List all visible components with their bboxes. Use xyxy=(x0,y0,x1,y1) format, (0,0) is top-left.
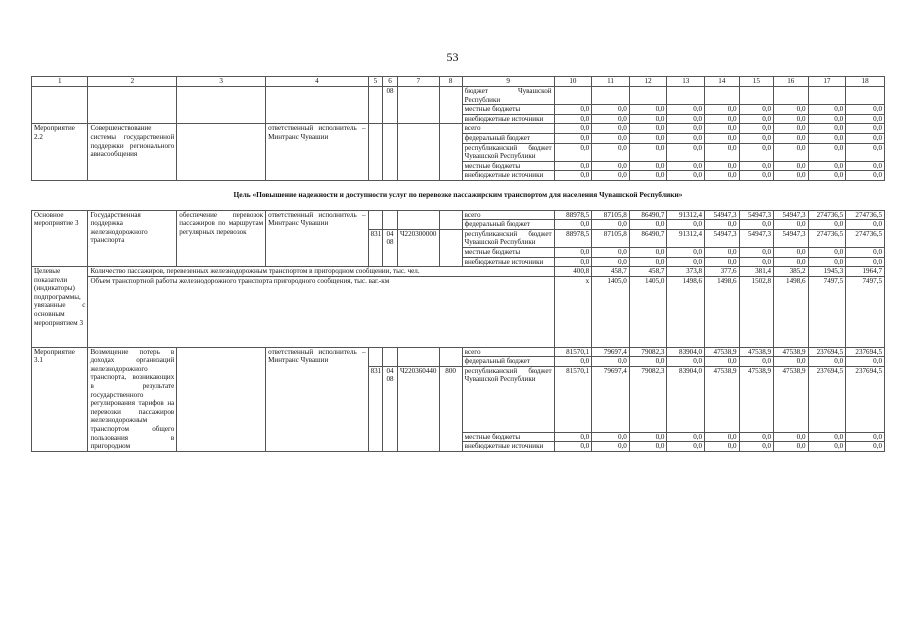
value-cell: 0,0 xyxy=(554,220,592,230)
value-cell: 0,0 xyxy=(739,143,773,161)
value-cell: 0,0 xyxy=(846,442,885,452)
value-cell: 0,0 xyxy=(667,357,705,367)
value-cell: 0,0 xyxy=(592,161,630,171)
source-cell: местные бюджеты xyxy=(462,161,554,171)
table-row xyxy=(32,347,885,357)
value-cell: 0,0 xyxy=(592,357,630,367)
value-cell: 373,8 xyxy=(667,267,705,277)
value-cell: 0,0 xyxy=(629,105,667,115)
source-cell: внебюджетные источники xyxy=(462,257,554,267)
source-cell: бюджет Чувашской Республики xyxy=(462,87,554,105)
vr-cell xyxy=(439,229,462,266)
value-cell: 0,0 xyxy=(808,247,846,257)
value-cell: 0,0 xyxy=(808,442,846,452)
value-cell: 0,0 xyxy=(667,114,705,124)
value-cell: 0,0 xyxy=(667,124,705,134)
value-cell xyxy=(846,87,885,105)
status-cell: Основное мероприятие 3 xyxy=(32,210,88,267)
value-cell: 0,0 xyxy=(739,161,773,171)
value-cell: 86490,7 xyxy=(629,229,667,247)
value-cell: 1945,3 xyxy=(808,267,846,277)
value-cell: 0,0 xyxy=(667,220,705,230)
value-cell: 0,0 xyxy=(739,442,773,452)
source-cell: внебюджетные источники xyxy=(462,114,554,124)
source-cell: федеральный бюджет xyxy=(462,133,554,143)
value-cell: 0,0 xyxy=(774,257,808,267)
value-cell: 237694,5 xyxy=(808,366,846,432)
value-cell: 47538,9 xyxy=(705,347,739,357)
value-cell: 0,0 xyxy=(739,114,773,124)
value-cell: 0,0 xyxy=(592,220,630,230)
value-cell: 0,0 xyxy=(592,432,630,442)
value-cell: 1502,8 xyxy=(739,276,773,347)
value-cell: 0,0 xyxy=(554,171,592,181)
status-cell: Мероприятие 2.2 xyxy=(32,124,88,181)
value-cell: 0,0 xyxy=(846,124,885,134)
value-cell: 0,0 xyxy=(808,124,846,134)
value-cell: 0,0 xyxy=(739,247,773,257)
value-cell: 0,0 xyxy=(629,357,667,367)
value-cell: 1405,0 xyxy=(592,276,630,347)
name-cell: Возмещение потерь в доходах организаций железнодорожного транспорта, возникающих в результате государственного регулирования тарифов на перевозки пассажиров железнодорожным транспортом общего пользования в пригородном xyxy=(88,347,177,451)
value-cell: 0,0 xyxy=(705,114,739,124)
rz-cell xyxy=(383,210,398,229)
budget-table xyxy=(31,76,885,452)
vr-cell xyxy=(439,87,462,124)
source-cell: внебюджетные источники xyxy=(462,442,554,452)
status-cell xyxy=(32,87,88,124)
value-cell: 0,0 xyxy=(774,357,808,367)
value-cell: 274736,5 xyxy=(808,210,846,220)
value-cell: 0,0 xyxy=(739,133,773,143)
csr-cell xyxy=(397,210,439,229)
value-cell: 0,0 xyxy=(629,220,667,230)
name-cell: Государственная поддержка железнодорожного транспорта xyxy=(88,210,177,267)
value-cell: x xyxy=(554,276,592,347)
value-cell: 0,0 xyxy=(774,432,808,442)
value-cell: 0,0 xyxy=(554,114,592,124)
value-cell: 79697,4 xyxy=(592,347,630,357)
grbs-cell xyxy=(368,347,383,366)
column-number: 1 xyxy=(32,77,88,87)
source-cell: республиканский бюджет Чувашской Республики xyxy=(462,229,554,247)
value-cell: 0,0 xyxy=(705,357,739,367)
value-cell: 0,0 xyxy=(808,114,846,124)
source-cell: всего xyxy=(462,210,554,220)
value-cell: 54947,3 xyxy=(774,229,808,247)
value-cell: 0,0 xyxy=(667,432,705,442)
column-number: 13 xyxy=(667,77,705,87)
value-cell: 54947,3 xyxy=(739,229,773,247)
goal-link-cell: обеспечение перевозок пассажиров по маршрутам регулярных перевозок xyxy=(177,210,266,267)
value-cell: 458,7 xyxy=(629,267,667,277)
executor-cell: ответственный исполнитель – Минтранс Чувашии xyxy=(266,124,368,181)
value-cell: 54947,3 xyxy=(705,229,739,247)
value-cell: 0,0 xyxy=(592,143,630,161)
value-cell xyxy=(629,87,667,105)
goal-link-cell xyxy=(177,124,266,181)
executor-cell xyxy=(266,87,368,124)
value-cell xyxy=(808,87,846,105)
value-cell: 0,0 xyxy=(667,442,705,452)
value-cell: 91312,4 xyxy=(667,210,705,220)
value-cell: 274736,5 xyxy=(846,229,885,247)
indicator-row xyxy=(32,276,885,347)
value-cell: 0,0 xyxy=(808,133,846,143)
value-cell: 79082,3 xyxy=(629,347,667,357)
vr-cell xyxy=(439,347,462,366)
indicators-label: Целевые показатели (индикаторы) подпрограммы, увязанные с основным мероприятием 3 xyxy=(32,267,88,348)
source-cell: федеральный бюджет xyxy=(462,220,554,230)
value-cell: 237694,5 xyxy=(846,347,885,357)
value-cell: 0,0 xyxy=(554,124,592,134)
value-cell: 83904,0 xyxy=(667,366,705,432)
value-cell: 0,0 xyxy=(808,171,846,181)
value-cell: 47538,9 xyxy=(774,366,808,432)
value-cell: 0,0 xyxy=(705,161,739,171)
status-cell: Мероприятие 3.1 xyxy=(32,347,88,451)
column-number: 4 xyxy=(266,77,368,87)
column-number: 7 xyxy=(397,77,439,87)
value-cell: 81570,1 xyxy=(554,347,592,357)
value-cell: 0,0 xyxy=(808,257,846,267)
value-cell xyxy=(667,87,705,105)
value-cell: 0,0 xyxy=(592,171,630,181)
value-cell: 79697,4 xyxy=(592,366,630,432)
grbs-cell: 831 xyxy=(368,229,383,266)
column-number: 15 xyxy=(739,77,773,87)
value-cell: 81570,1 xyxy=(554,366,592,432)
value-cell xyxy=(592,87,630,105)
value-cell: 0,0 xyxy=(739,105,773,115)
value-cell: 0,0 xyxy=(774,143,808,161)
value-cell: 0,0 xyxy=(554,247,592,257)
value-cell: 0,0 xyxy=(705,247,739,257)
value-cell: 0,0 xyxy=(592,114,630,124)
source-cell: местные бюджеты xyxy=(462,432,554,442)
value-cell: 0,0 xyxy=(629,442,667,452)
column-number: 11 xyxy=(592,77,630,87)
source-cell: местные бюджеты xyxy=(462,247,554,257)
rz-cell xyxy=(383,124,398,181)
value-cell: 0,0 xyxy=(774,171,808,181)
value-cell: 86490,7 xyxy=(629,210,667,220)
value-cell: 0,0 xyxy=(554,161,592,171)
value-cell: 1498,6 xyxy=(705,276,739,347)
grbs-cell xyxy=(368,87,383,124)
value-cell: 0,0 xyxy=(774,442,808,452)
value-cell: 88978,5 xyxy=(554,210,592,220)
value-cell: 385,2 xyxy=(774,267,808,277)
value-cell: 87105,8 xyxy=(592,210,630,220)
value-cell: 237694,5 xyxy=(808,347,846,357)
value-cell: 0,0 xyxy=(774,247,808,257)
source-cell: всего xyxy=(462,347,554,357)
value-cell: 0,0 xyxy=(846,133,885,143)
value-cell: 0,0 xyxy=(667,105,705,115)
value-cell: 400,8 xyxy=(554,267,592,277)
value-cell: 0,0 xyxy=(592,124,630,134)
value-cell: 47538,9 xyxy=(774,347,808,357)
grbs-cell: 831 xyxy=(368,366,383,451)
value-cell: 0,0 xyxy=(846,114,885,124)
value-cell: 0,0 xyxy=(846,247,885,257)
csr-cell xyxy=(397,87,439,124)
value-cell: 0,0 xyxy=(554,143,592,161)
source-cell: федеральный бюджет xyxy=(462,357,554,367)
value-cell: 274736,5 xyxy=(808,229,846,247)
rz-cell: 04 08 xyxy=(383,366,398,451)
column-number: 10 xyxy=(554,77,592,87)
source-cell: республиканский бюджет Чувашской Республики xyxy=(462,366,554,432)
goal-heading: Цель «Повышение надежности и доступности услуг по перевозке пассажирским транспортом для населения Чувашской Республики» xyxy=(32,180,885,210)
value-cell: 88978,5 xyxy=(554,229,592,247)
value-cell: 0,0 xyxy=(846,257,885,267)
csr-cell: Ч220360440 xyxy=(397,366,439,451)
value-cell: 0,0 xyxy=(554,133,592,143)
value-cell: 237694,5 xyxy=(846,366,885,432)
value-cell: 458,7 xyxy=(592,267,630,277)
source-cell: местные бюджеты xyxy=(462,105,554,115)
table-row xyxy=(32,124,885,134)
column-number: 16 xyxy=(774,77,808,87)
goal-link-cell xyxy=(177,87,266,124)
value-cell: 0,0 xyxy=(629,257,667,267)
value-cell: 0,0 xyxy=(667,247,705,257)
value-cell: 0,0 xyxy=(667,161,705,171)
value-cell: 47538,9 xyxy=(739,347,773,357)
value-cell: 0,0 xyxy=(739,357,773,367)
value-cell: 0,0 xyxy=(592,247,630,257)
value-cell: 0,0 xyxy=(592,257,630,267)
column-number: 9 xyxy=(462,77,554,87)
value-cell: 54947,3 xyxy=(774,210,808,220)
value-cell: 0,0 xyxy=(705,432,739,442)
value-cell: 0,0 xyxy=(808,220,846,230)
value-cell: 0,0 xyxy=(774,105,808,115)
column-number: 3 xyxy=(177,77,266,87)
name-cell: Совершенствование системы государственной поддержки регионального авиасообщения xyxy=(88,124,177,181)
value-cell: 377,6 xyxy=(705,267,739,277)
indicator-name: Количество пассажиров, перевезенных железнодорожным транспортом в пригородном сообщении, тыс. чел. xyxy=(88,267,554,277)
value-cell xyxy=(739,87,773,105)
value-cell: 83904,0 xyxy=(667,347,705,357)
column-number: 17 xyxy=(808,77,846,87)
value-cell: 0,0 xyxy=(592,442,630,452)
value-cell: 274736,5 xyxy=(846,210,885,220)
value-cell: 0,0 xyxy=(774,124,808,134)
grbs-cell xyxy=(368,210,383,229)
rz-cell xyxy=(383,347,398,366)
value-cell: 0,0 xyxy=(705,257,739,267)
value-cell: 0,0 xyxy=(774,114,808,124)
column-number: 6 xyxy=(383,77,398,87)
value-cell: 0,0 xyxy=(774,133,808,143)
column-number: 14 xyxy=(705,77,739,87)
value-cell: 54947,3 xyxy=(705,210,739,220)
source-cell: внебюджетные источники xyxy=(462,171,554,181)
value-cell: 0,0 xyxy=(629,133,667,143)
value-cell: 0,0 xyxy=(705,124,739,134)
value-cell: 0,0 xyxy=(739,432,773,442)
value-cell xyxy=(705,87,739,105)
value-cell: 0,0 xyxy=(554,442,592,452)
value-cell: 0,0 xyxy=(739,257,773,267)
value-cell: 91312,4 xyxy=(667,229,705,247)
value-cell: 0,0 xyxy=(629,171,667,181)
value-cell: 0,0 xyxy=(739,124,773,134)
value-cell: 0,0 xyxy=(705,105,739,115)
column-number: 12 xyxy=(629,77,667,87)
value-cell: 79082,3 xyxy=(629,366,667,432)
goal-row xyxy=(32,180,885,210)
value-cell: 87105,8 xyxy=(592,229,630,247)
value-cell: 47538,9 xyxy=(705,366,739,432)
value-cell: 0,0 xyxy=(705,143,739,161)
vr-cell xyxy=(439,210,462,229)
value-cell: 0,0 xyxy=(808,357,846,367)
table-row xyxy=(32,210,885,220)
csr-cell xyxy=(397,347,439,366)
value-cell: 7497,5 xyxy=(808,276,846,347)
csr-cell: Ч220300000 xyxy=(397,229,439,266)
value-cell: 0,0 xyxy=(629,143,667,161)
value-cell: 0,0 xyxy=(774,161,808,171)
page-number: 53 xyxy=(446,50,459,64)
csr-cell xyxy=(397,124,439,181)
indicator-row xyxy=(32,267,885,277)
value-cell: 0,0 xyxy=(774,220,808,230)
name-cell xyxy=(88,87,177,124)
value-cell: 0,0 xyxy=(629,247,667,257)
value-cell: 0,0 xyxy=(629,161,667,171)
value-cell: 0,0 xyxy=(808,143,846,161)
value-cell: 1498,6 xyxy=(667,276,705,347)
column-number: 8 xyxy=(439,77,462,87)
rz-cell: 04 08 xyxy=(383,229,398,266)
value-cell: 1498,6 xyxy=(774,276,808,347)
value-cell: 0,0 xyxy=(808,105,846,115)
source-cell: всего xyxy=(462,124,554,134)
value-cell: 1405,0 xyxy=(629,276,667,347)
grbs-cell xyxy=(368,124,383,181)
source-cell: республиканский бюджет Чувашской Республики xyxy=(462,143,554,161)
value-cell xyxy=(554,87,592,105)
value-cell: 381,4 xyxy=(739,267,773,277)
value-cell: 0,0 xyxy=(846,432,885,442)
value-cell: 0,0 xyxy=(705,220,739,230)
value-cell: 0,0 xyxy=(592,105,630,115)
value-cell: 0,0 xyxy=(554,432,592,442)
value-cell: 0,0 xyxy=(739,220,773,230)
column-number: 2 xyxy=(88,77,177,87)
value-cell: 0,0 xyxy=(629,432,667,442)
value-cell: 0,0 xyxy=(554,357,592,367)
executor-cell: ответственный исполнитель – Минтранс Чувашии xyxy=(266,210,368,267)
value-cell: 54947,3 xyxy=(739,210,773,220)
value-cell: 0,0 xyxy=(739,171,773,181)
value-cell: 0,0 xyxy=(667,257,705,267)
value-cell: 0,0 xyxy=(705,442,739,452)
vr-cell xyxy=(439,124,462,181)
table-row xyxy=(32,87,885,105)
value-cell: 0,0 xyxy=(846,220,885,230)
value-cell: 0,0 xyxy=(846,143,885,161)
value-cell: 0,0 xyxy=(667,171,705,181)
value-cell: 0,0 xyxy=(667,133,705,143)
executor-cell: ответственный исполнитель – Минтранс Чувашии xyxy=(266,347,368,451)
value-cell: 0,0 xyxy=(554,257,592,267)
indicator-name: Объем транспортной работы железнодорожного транспорта пригородного сообщения, тыс. ваг.-км xyxy=(88,276,554,347)
value-cell: 0,0 xyxy=(846,171,885,181)
value-cell: 0,0 xyxy=(705,171,739,181)
value-cell: 0,0 xyxy=(808,161,846,171)
value-cell: 0,0 xyxy=(667,143,705,161)
goal-link-cell xyxy=(177,347,266,451)
header-row xyxy=(32,77,885,87)
value-cell: 0,0 xyxy=(554,105,592,115)
value-cell: 7497,5 xyxy=(846,276,885,347)
value-cell: 0,0 xyxy=(592,133,630,143)
value-cell: 47538,9 xyxy=(739,366,773,432)
value-cell: 1964,7 xyxy=(846,267,885,277)
value-cell: 0,0 xyxy=(846,357,885,367)
value-cell: 0,0 xyxy=(629,124,667,134)
column-number: 5 xyxy=(368,77,383,87)
value-cell: 0,0 xyxy=(808,432,846,442)
value-cell: 0,0 xyxy=(846,105,885,115)
value-cell: 0,0 xyxy=(705,133,739,143)
value-cell: 0,0 xyxy=(629,114,667,124)
rz-cell: 08 xyxy=(383,87,398,124)
value-cell xyxy=(774,87,808,105)
value-cell: 0,0 xyxy=(846,161,885,171)
vr-cell: 800 xyxy=(439,366,462,451)
column-number: 18 xyxy=(846,77,885,87)
